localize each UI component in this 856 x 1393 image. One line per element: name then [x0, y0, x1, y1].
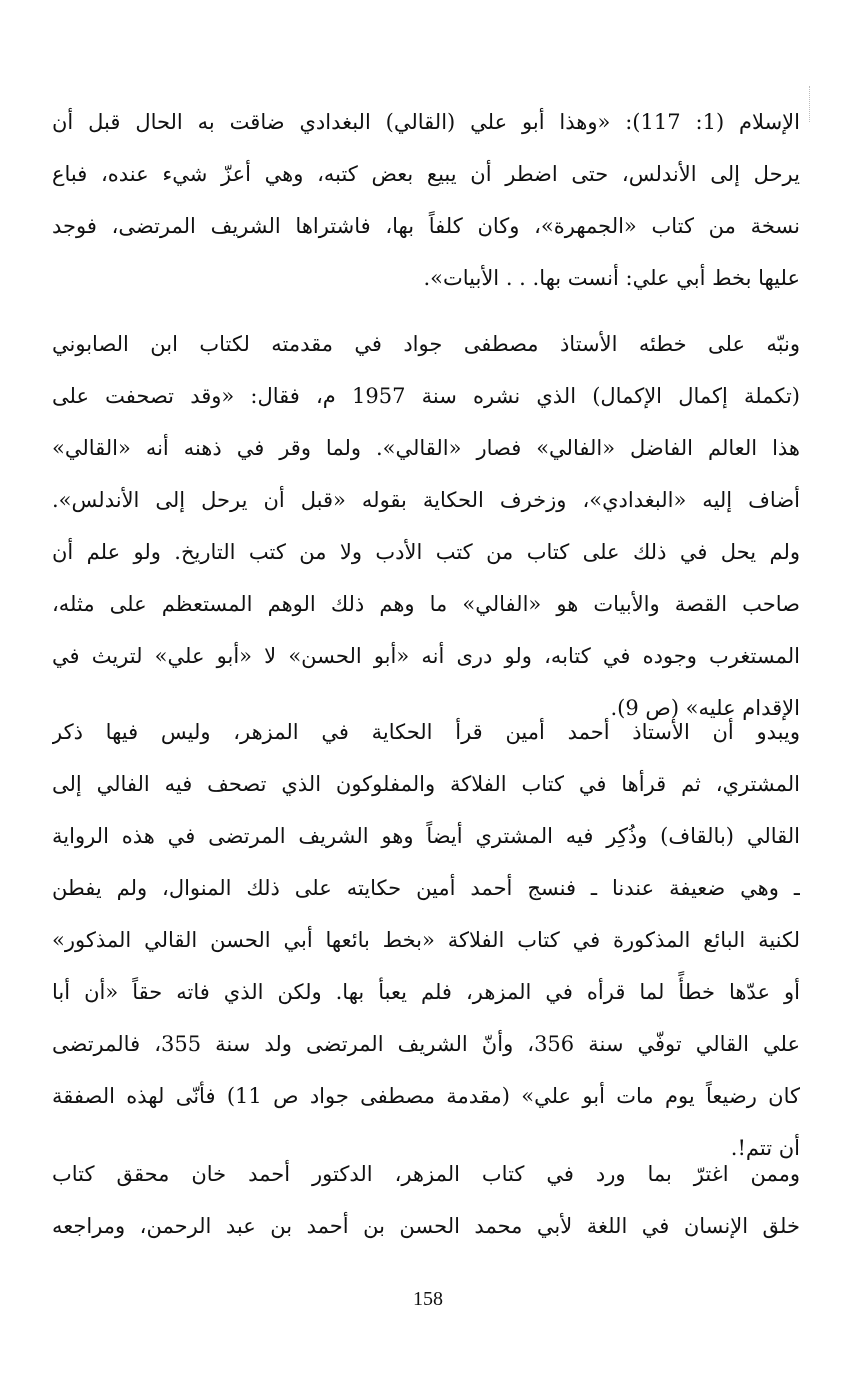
text-line: ويبدو أن الأستاذ أحمد أمين قرأ الحكاية في المزهر، وليس فيها ذكر: [52, 720, 800, 744]
text-line: ـ وهي ضعيفة عندنا ـ فنسج أحمد أمين حكايته على ذلك المنوال، ولم يفطن: [52, 876, 800, 900]
text-line: أضاف إليه «البغدادي»، وزخرف الحكاية بقوله «قبل أن يرحل إلى الأندلس».: [52, 488, 800, 512]
text-line: (تكملة إكمال الإكمال) الذي نشره سنة 1957 م، فقال: «وقد تصحفت على: [52, 384, 800, 408]
text-line: نسخة من كتاب «الجمهرة»، وكان كلفاً بها، فاشتراها الشريف المرتضى، فوجد: [52, 214, 800, 238]
text-line: عليها بخط أبي علي: أنست بها. . . الأبيات».: [423, 266, 800, 290]
text-line: كان رضيعاً يوم مات أبو علي» (مقدمة مصطفى جواد ص 11) فأنّى لهذه الصفقة: [52, 1084, 800, 1108]
text-line: ولم يحل في ذلك على كتاب من كتب الأدب ولا من كتب التاريخ. ولو علم أن: [52, 540, 800, 564]
text-line: ونبّه على خطئه الأستاذ مصطفى جواد في مقدمته لكتاب ابن الصابوني: [52, 332, 800, 356]
scan-mark: [808, 86, 810, 122]
page-number: 158: [413, 1288, 443, 1310]
text-line: أن تتم!.: [730, 1136, 800, 1160]
text-line: هذا العالم الفاضل «الفالي» فصار «القالي». ولما وقر في ذهنه أنه «القالي»: [52, 436, 800, 460]
text-line: صاحب القصة والأبيات هو «الفالي» ما وهم ذلك الوهم المستعظم على مثله،: [52, 592, 800, 616]
paragraph-3: [52, 706, 800, 1174]
text-line: وممن اغترّ بما ورد في كتاب المزهر، الدكتور أحمد خان محقق كتاب: [52, 1162, 800, 1186]
text-line: علي القالي توفّي سنة 356، وأنّ الشريف المرتضى ولد سنة 355، فالمرتضى: [52, 1032, 800, 1056]
text-line: لكنية البائع المذكورة في كتاب الفلاكة «بخط بائعها أبي الحسن القالي المذكور»: [52, 928, 800, 952]
text-line: الإقدام عليه» (ص 9).: [610, 696, 800, 720]
paragraph-1: [52, 96, 800, 304]
text-line: يرحل إلى الأندلس، حتى اضطر أن يبيع بعض كتبه، وهي أعزّ شيء عنده، فباع: [52, 162, 800, 186]
text-line: أو عدّها خطأً لما قرأه في المزهر، فلم يعبأ بها. ولكن الذي فاته حقاً «أن أبا: [52, 980, 800, 1004]
paragraph-4: [52, 1148, 800, 1252]
text-line: المشتري، ثم قرأها في كتاب الفلاكة والمفلوكون الذي تصحف فيه الفالي إلى: [52, 772, 800, 796]
text-line: المستغرب وجوده في كتابه، ولو درى أنه «أبو الحسن» لا «أبو علي» لتريث في: [52, 644, 800, 668]
text-line: القالي (بالقاف) وذُكِر فيه المشتري أيضاً وهو الشريف المرتضى في هذه الرواية: [52, 824, 800, 848]
paragraph-2: [52, 318, 800, 734]
text-line: الإسلام (1: 117): «وهذا أبو علي (القالي) البغدادي ضاقت به الحال قبل أن: [52, 110, 800, 134]
text-line: خلق الإنسان في اللغة لأبي محمد الحسن بن أحمد بن عبد الرحمن، ومراجعه: [52, 1214, 800, 1238]
